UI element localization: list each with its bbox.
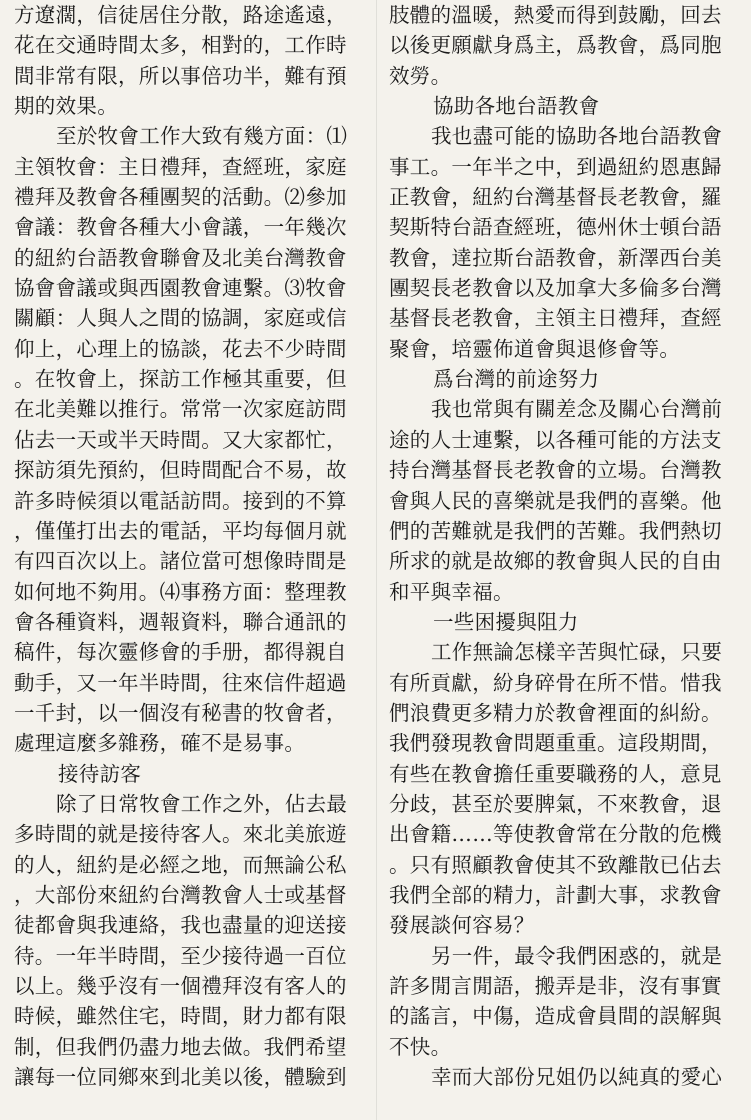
text-line: 方遼濶，信徒居住分散，路途遙遠， <box>14 3 347 27</box>
left-text-column <box>14 0 364 1092</box>
text-line: 探訪須先預約，但時間配合不易，故 <box>14 458 347 483</box>
text-line: 協會會議或與西園教會連繫。⑶牧會 <box>14 276 347 301</box>
text-line: 契斯特台語查經班，德州休士頓台語 <box>389 215 722 240</box>
text-line: 動手，又一年半時間，往來信件超過 <box>14 670 347 695</box>
text-line: 正教會，紐約台灣基督長老教會，羅 <box>389 185 722 210</box>
text-line: 工作無論怎樣辛苦與忙碌，只要 <box>431 640 723 665</box>
text-line: 時候，雖然住宅，時間，財力都有限 <box>14 1004 347 1029</box>
text-line: ，大部份來紐約台灣教會人士或基督 <box>14 882 347 907</box>
section-heading: 接待訪客 <box>58 761 142 786</box>
text-line: 至於牧會工作大致有幾方面：⑴ <box>56 124 348 149</box>
text-line: 期的效果。 <box>14 94 118 119</box>
text-line: 另一件，最令我們困惑的，就是 <box>431 943 723 968</box>
text-line: 主領牧會：主日禮拜，查經班，家庭 <box>14 154 347 179</box>
text-line: 佔去一天或半天時間。又大家都忙， <box>14 427 347 452</box>
text-line: 事工。一年半之中，到過紐約恩惠歸 <box>389 154 722 179</box>
text-line: 幸而大部份兄姐仍以純真的愛心 <box>431 1065 723 1090</box>
text-line: 。只有照顧教會使其不致離散已佔去 <box>389 852 722 877</box>
text-line: 分歧，甚至於要脾氣，不來教會，退 <box>389 791 722 816</box>
text-line: 讓每一位同鄉來到北美以後，體驗到 <box>14 1065 347 1090</box>
text-line: 會議：教會各種大小會議，一年幾次 <box>14 215 347 240</box>
text-line: 禮拜及教會各種團契的活動。⑵參加 <box>14 185 347 210</box>
text-line: 不快。 <box>389 1034 452 1059</box>
text-line: 有些在教會擔任重要職務的人，意見 <box>389 761 722 786</box>
text-line: 多時間的就是接待客人。來北美旅遊 <box>14 822 347 847</box>
text-line: 聚會，培靈佈道會與退修會等。 <box>389 336 681 361</box>
text-line: 們浪費更多精力於教會裡面的糾紛。 <box>389 700 722 725</box>
text-line: 以後更願獻身爲主，爲教會，爲同胞 <box>389 33 722 58</box>
text-line: 會與人民的喜樂就是我們的喜樂。他 <box>389 488 722 513</box>
text-line: 團契長老教會以及加拿大多倫多台灣 <box>389 276 722 301</box>
text-line: 效勞。 <box>389 63 452 88</box>
text-line: 和平與幸福。 <box>389 579 514 604</box>
right-text-column <box>389 0 741 1092</box>
section-heading: 一些困擾與阻力 <box>433 609 579 634</box>
text-line: 的紐約台語教會聯會及北美台灣教會 <box>14 245 347 270</box>
text-line: 會各種資料，週報資料，聯合通訊的 <box>14 609 347 634</box>
text-line: 在北美難以推行。常常一次家庭訪問 <box>14 397 347 422</box>
text-line: 出會籍……等使教會常在分散的危機 <box>389 822 722 847</box>
text-line: 。在牧會上，探訪工作極其重要，但 <box>14 367 347 392</box>
text-line: 的人，紐約是必經之地，而無論公私 <box>14 852 347 877</box>
text-line: 有所貢獻，紛身碎骨在所不惜。惜我 <box>389 670 722 695</box>
text-line: 許多時候須以電話訪問。接到的不算 <box>14 488 347 513</box>
text-line: 徒都會與我連絡，我也盡量的迎送接 <box>14 913 347 938</box>
text-line: 如何地不夠用。⑷事務方面：整理教 <box>14 579 347 604</box>
text-line: 制，但我們仍盡力地去做。我們希望 <box>14 1034 347 1059</box>
text-line: 肢體的溫暖，熱愛而得到鼓勵，回去 <box>389 3 722 27</box>
text-line: 處理這麼多雜務，確不是易事。 <box>14 731 306 756</box>
text-line: 們的苦難就是我們的苦難。我們熱切 <box>389 518 722 543</box>
text-line: 有四百次以上。諸位當可想像時間是 <box>14 549 347 574</box>
text-line: 關顧：人與人之間的協調，家庭或信 <box>14 306 347 331</box>
section-heading: 爲台灣的前途努力 <box>433 367 600 392</box>
text-line: 基督長老教會，主領主日禮拜，查經 <box>389 306 722 331</box>
column-gutter <box>376 0 377 1120</box>
text-line: 除了日常牧會工作之外，佔去最 <box>56 791 348 816</box>
section-heading: 協助各地台語教會 <box>433 94 600 119</box>
text-line: 花在交通時間太多，相對的，工作時 <box>14 33 347 58</box>
text-line: ，僅僅打出去的電話，平均每個月就 <box>14 518 347 543</box>
text-line: 途的人士連繫，以各種可能的方法支 <box>389 427 722 452</box>
text-line: 間非常有限，所以事倍功半，難有預 <box>14 63 347 88</box>
text-line: 我們全部的精力，計劃大事，求教會 <box>389 882 722 907</box>
text-line: 許多閒言閒語，搬弄是非，沒有事實 <box>389 974 722 998</box>
text-line: 教會，達拉斯台語教會，新澤西台美 <box>389 245 722 270</box>
text-line: 仰上，心理上的協談，花去不少時間 <box>14 336 347 361</box>
text-line: 稿件，每次靈修會的手册，都得親自 <box>14 640 347 665</box>
text-line: 待。一年半時間，至少接待過一百位 <box>14 943 347 968</box>
text-line: 以上。幾乎沒有一個禮拜沒有客人的 <box>14 974 347 998</box>
text-line: 持台灣基督長老教會的立場。台灣教 <box>389 458 722 483</box>
text-line: 所求的就是故鄉的教會與人民的自由 <box>389 549 722 574</box>
text-line: 發展談何容易？ <box>389 913 535 938</box>
text-line: 一千封，以一個沒有秘書的牧會者， <box>14 700 347 725</box>
text-line: 我也常與有關差念及關心台灣前 <box>431 397 723 422</box>
text-line: 的謠言，中傷，造成會員間的誤解與 <box>389 1004 722 1029</box>
text-line: 我們發現教會問題重重。這段期間， <box>389 731 722 756</box>
text-line: 我也盡可能的協助各地台語教會 <box>431 124 723 149</box>
